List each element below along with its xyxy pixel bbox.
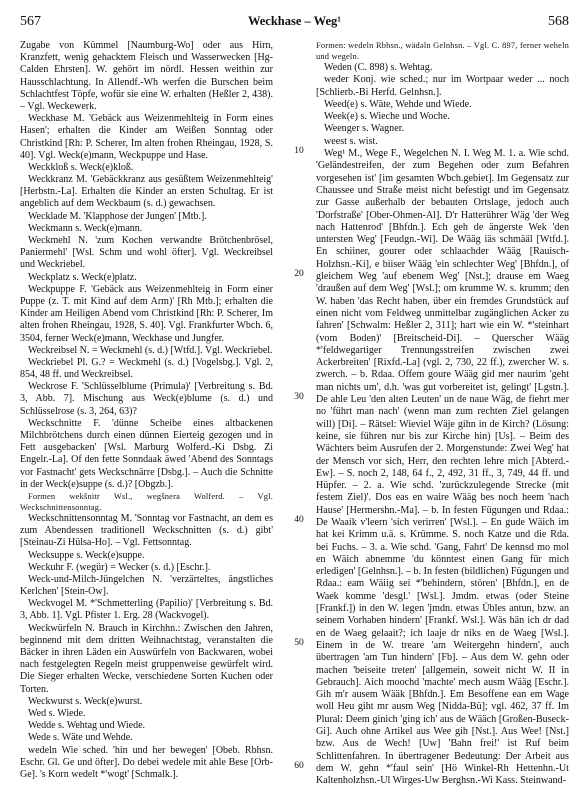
entry-weckwuerfeln: Weckwürfeln N. Brauch in Kirchhn.: Zwischen den Jahren, beginnend mit dem dritten Weihnachtstag, veranstalten die Bäcker in ihren Läden ein Auswürfeln von Backwaren, wobei nach festgelegten Regeln meist gruppenweise gewürfelt wird. Die Sieger erhalten Wecke, verschiedene Sorten Kuchen oder Torten. bbox=[20, 622, 273, 695]
entry-weckrose: Weckrose F. 'Schlüsselblume (Primula)' [Verbreitung s. Bd. 3, Abb. 7]. Mischung aus Weck(e)blume (s. d.) und Schlüsselrose (s. 3, 264, 63)? bbox=[20, 381, 273, 417]
forms-note: Formen: wedeln Rbhsn., wädəln Gelnhsn. – Vgl. C. 897, ferner weheln und wegeln. bbox=[316, 41, 569, 61]
entry-weckschnittensonntag: Weckschnittensonntag M. 'Sonntag vor Fastnacht, an dem es zum Abendessen traditionell Weckschnitten (s. d.) gibt' [Steinau-Zi Hülsa-Ho]. – Vgl. Fettsonntag. bbox=[20, 512, 273, 549]
line-number: 50 bbox=[294, 638, 304, 648]
entry-weckreibsel: Weckreibsel N. = Weckmehl (s. d.) [Wtfd.]. Vgl. Weckriebel. bbox=[28, 344, 273, 356]
line-number: 40 bbox=[294, 515, 304, 525]
entry-weckpuppe: Weckpuppe F. 'Gebäck aus Weizenmehlteig in Form einer Puppe (z. T. mit Kind auf dem Arm)' [Rh Mtb.]; erhalten die Kinder am Heiligen Abend vom Christkind [Rh: P. Scherer, Im alten frohen Rheingau, 1928, S. 40]. Vgl. Frankfurter Wbch. 6, 3504, ferner Weck(e)mann, Weckhase und Jungfer. bbox=[20, 283, 273, 344]
entry-weeke: Week(e) s. Wieche und Woche. bbox=[324, 111, 450, 123]
entry-weder: weder Konj. wie sched.; nur im Wortpaar weder ... noch [Schlierb.-Bi Herfd. Gelnhsn.]. bbox=[316, 74, 569, 98]
line-number: 30 bbox=[294, 392, 304, 402]
right-column bbox=[316, 40, 569, 788]
page-number-right: 568 bbox=[547, 14, 569, 29]
entry-wede: Wede s. Wäte und Wehde. bbox=[28, 732, 133, 744]
entry-weenger: Weenger s. Wagner. bbox=[324, 123, 405, 135]
entry-weckvogel: Weckvogel M. *'Schmetterling (Papilio)' [Verbreitung s. Bd. 3, Abb. 1]. Vgl. Pfister 1. Erg. 28 (Wackvogel). bbox=[20, 598, 273, 622]
entry-text: Zugabe von Kümmel [Naumburg-Wo] oder aus Hirn, Kranzfett, wenig gehacktem Fleisch und Wasserwecken [Hg-Calden Ehrsten]. W. gehört im nördl. Hessen weithin zur Hausschlachtung. In Allendf.-Wh werfen die Burschen beim Schlachtfest Töpfe, wofür sie eine W. erhalten (Heßler 2, 438). – Vgl. Weckewerk. bbox=[20, 40, 273, 112]
entry-wecksuppe: Wecksuppe s. Weck(e)suppe. bbox=[28, 549, 145, 561]
entry-wedeln: wedeln Wie sched. 'hin und her bewegen' [Obeb. Rbhsn. Eschr. Gl. Ge und öfter]. Do debei wedele mit ahle Bese [Orb-Ge]. 's Korn wedelt *'wogt' [Schmalk.]. bbox=[20, 744, 273, 780]
entry-weckuhr: Weckuhr F. (wegür) = Wecker (s. d.) [Eschr.]. bbox=[28, 561, 211, 573]
entry-wedde: Wedde s. Wehtag und Wiede. bbox=[28, 720, 146, 732]
line-number: 60 bbox=[294, 761, 304, 771]
entry-weckplatz: Weckplatz s. Weck(e)platz. bbox=[28, 271, 137, 283]
entry-wed: Wed s. Wiede. bbox=[28, 707, 86, 719]
entry-weede: Weed(e) s. Wäte, Wehde und Wiede. bbox=[324, 98, 472, 110]
entry-weckriebel: Weckriebel Pl. G.? = Weckmehl (s. d.) [Vogelsbg.]. Vgl. 2, 854, 48 ff. und Weckreibsel. bbox=[20, 356, 273, 381]
entry-weckmann: Weckmann s. Weck(e)mann. bbox=[28, 222, 143, 234]
line-number: 20 bbox=[294, 269, 304, 279]
page-number-left: 567 bbox=[20, 14, 41, 29]
entry-weckhase: Weckhase M. 'Gebäck aus Weizenmehlteig in Form eines Hasen'; erhalten die Kinder am Weißen Sonntag oder Christkind [Rh: P. Scherer, Im alten frohen Rheingau, 1928, S. 40]. Vgl. Weck(e)mann, Weckpuppe und Hase. bbox=[20, 113, 273, 161]
entry-weest: weest s. wist. bbox=[324, 135, 378, 147]
line-number: 10 bbox=[294, 146, 304, 156]
entry-weckkranz: Weckkranz M. 'Gebäckkranz aus gesüßtem Weizenmehlteig' [Herbstn.-La]. Erhalten die Kinder an ersten Schultag. Er ist angeblich auf dem Weckbaum (s. d.) gewachsen. bbox=[20, 174, 273, 210]
entry-wecklade: Wecklade M. 'Klapphose der Jungen' [Mtb.]. bbox=[28, 210, 207, 222]
entry-weckwurst: Weckwurst s. Weck(e)wurst. bbox=[28, 695, 143, 707]
entry-weck-und-milch: Weck-und-Milch-Jüngelchen N. 'verzärteltes, ängstliches Kerlchen' [Stein-Ow]. bbox=[20, 573, 273, 598]
entry-weden: Weden (C. 898) s. Wehtag. bbox=[324, 62, 433, 73]
forms-note: Formen wekšnitr Wsl., wegšnera Wolferd. – Vgl. Weckschnittensonntag. bbox=[20, 491, 273, 512]
running-head: Weckhase – Weg¹ bbox=[247, 14, 342, 28]
entry-weckkloss: Weckkloß s. Weck(e)kloß. bbox=[28, 161, 134, 173]
left-column bbox=[20, 40, 273, 781]
entry-weckmehl: Weckmehl N. 'zum Kochen verwandte Brötchenbrösel, Paniermehl' [Wsl. Schm und wohl öfter]. Vgl. Weckreibsel und Weckriebel. bbox=[20, 235, 273, 271]
entry-weg: Weg¹ M., Wege F., Wegelchen N. I. Weg M. 1. a. Wie schd. 'Geländestreifen, der zum Begehen oder zum Befahren vorgesehen ist' [im gesamten Wbch.gebiet]. Im Gegensatz zur Chaussee und Straße meist nicht befestigt und im Gegensatz zur Gasse außerhalb der bebauten Ortslage, jedoch auch 'Dorfstraße' [Ober-Ohmen-Al]. D'r Hatterührer Wäg 'der Weg nach Hattenrod' [Bhfdn.]. Ech geh de ängerste Wek 'den untersten Weg' [Feudgn.-Wi]. De Wääg iäs schmääl [Wtfd.]. En schiiner, gourer oder schlaachder Wääg [Rauisch-Holzhsn.-Ki], e biiser Wääg 'ein schlechter Weg' [Bhfdn.], of gleichem Weg 'auf ebenem Weg' [Nst.]; drause em Waeg 'draußen auf dem Weg' [Wsl.]; om krumme W. s. krumm; den W. haben 'das Recht haben, über ein fremdes Grundstück auf einen nicht vom Feldweg unmittelbar zugänglichen Acker zu fahren' [Schwalm: Heßler 2, 311]; hart wie ein W. *'steinhart (vom Boden)' [Breitscheid-Di]. – Querscher Wääg *'feldwegartiger Trennungsstreifen zwischen zwei Ackerbreiten' [Rixfd.-La] (vgl. 2, 730, 22 ff.), zwercher W. s. zwerch. – b. Rdaa. Offem goure Wääg gid mer naurim 'geht man nichts um', d.h. 'was gut vorbereitet ist, gelingt' [Lgstn.]. De ahle Leu 'den alten Leuten' un de naue Wäg, de fiehrt mer no 'führt man nach' (wenn man zum rechten Ziel gelangen will) [Di]. – Rätsel: Wieviel Wäje gihn in de Kirch? (Lösung: keine, sie führen nur bis zur Kirche hin) [Us]. – Beim des Wächters beim Ausrufen der 2. Morgenstunde: Zwei Weg' hat der Mensch vor sich, Herr, den rechten lehre mich [Abterd.-Ew]. – S. noch 2, 148, 64 f., 2, 492, 31 ff., 3, 749, 44 ff. und Hüpfer. – 2. a. Wie schd. 'zurückzulegende Strecke (mit festem Ziel)'. Dos eas en waire Wääg bes noch heem 'nach Hause' [Hermershn.-Ma]. – b. In festen Fügungen und Rdaa.: De Waaik v'leern 'sich verirren' [Wsl.]. – En gude Wäich im hat kei Krimm u.ä. s. Krümme. S. noch Katze und die Rda. bei Fuchs. – 3. a. Wie schd. 'Gang, Fahrt' De kennsd mo mol en Wäich abnemme 'du könntest einen Gang für mich erledigen' [Gelnhsn.]. – b. In festen (bildlichen) Fügungen und Rdaa.: eam Wäiig sei *'behindern, stören' [Bhfdn.], en de Waek komme 'desgl.' [Wsl.]. Jmdm. etwas (oder Steine [Frankf.]) in den W. legen 'jmdn. etwas Übles antun, bzw. an seinem Vorhaben hindern' [Frankf. Wsl.]. Wäs hän ich dr dad en de Waeg gelaait?; ich laaje dr niks en de Waeg [Wsl.]. Einem in de W. treare 'am Weitergehn hindern', auch übertragen 'am Tun hindern' [Fb]. – Aus dem W. gehn oder machen 'beiseite treten' [allgemein, soweit nicht W. II in Gebrauch]. Aich moochd 'machte' mech ausm Wääg [Eschr.]. Gih m'r ausem Wääk [Bhfdn.]. Em Besoffene ean em Wage woll Heu giht mr ausm Weg [Nidda-Bü]; vgl. 462, 37 ff. Im Plural: Deem ginich 'ging ich' aus de Wääch [Großen-Buseck-Gi]. Auch ohne Artikel aus Wee gih [Nst.]. Aus Wee! [Nst.] bzw. Aus de Wech! [Uw] 'Bahn frei!' ist Ruf beim Schlittenfahren. In übertragener Bedeutung: Der Arbeit aus dem W. gehn *'faul sein' [Hö Winkel-Rh Hettenhn.-Ut Kaltenholzhsn.-Ul Wirges-Uw Berghsn.-Wi Kass. Steinwand- bbox=[316, 148, 569, 787]
page-header bbox=[20, 14, 569, 36]
entry-weckschnitte: Weckschnitte F. 'dünne Scheibe eines altbackenen Milchbrötchens durch einen dünnen Eierteig gezogen und in Fett ausgebacken' [Wsl. Marburg Wolferd.-Ki Dsbg. Zi Engelr.-La]. Of den fette Sonndaak äwed 'Abend des Sonntags vor Fastnacht' gets Weckschnärre [Dsbg.]. – Auch die Schnitte in der Weck(e)suppe (s. d.)? [Obgzb.]. bbox=[20, 417, 273, 490]
